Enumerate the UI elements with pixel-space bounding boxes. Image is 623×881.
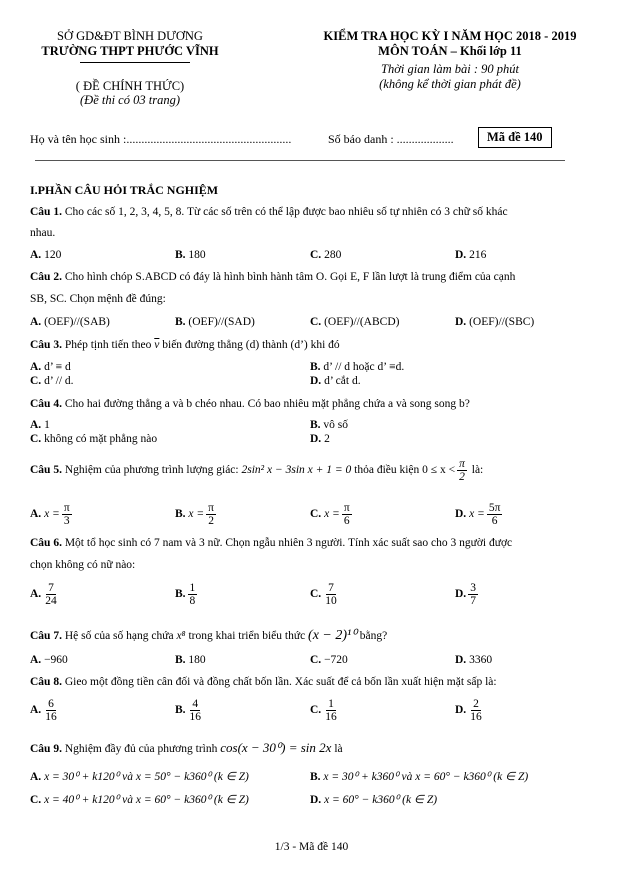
school-name: TRƯỜNG THPT PHƯỚC VĨNH <box>41 44 219 58</box>
cos-equation: cos(x − 30⁰) = sin 2x <box>220 740 332 755</box>
q9-option-a[interactable]: A. x = 30⁰ + k120⁰ và x = 50° − k360⁰ (k ∈ Z) <box>30 771 249 783</box>
q7-option-d[interactable]: D. 3360 <box>455 654 493 666</box>
q4-option-b[interactable]: B. vô số <box>310 419 349 431</box>
q3-option-d[interactable]: D. d’ cắt d. <box>310 375 361 387</box>
question-2: Câu 2. Cho hình chóp S.ABCD có đáy là hình bình hành tâm O. Gọi E, F lần lượt là trung điểm của cạnh <box>30 271 516 283</box>
question-6: Câu 6. Một tổ học sinh có 7 nam và 3 nữ. Chọn ngẫu nhiên 3 người. Tính xác suất sao cho 3 người được <box>30 537 513 549</box>
q9-option-b[interactable]: B. x = 30⁰ + k360⁰ và x = 60° − k360⁰ (k ∈ Z) <box>310 771 529 783</box>
q7-option-c[interactable]: C. −720 <box>310 654 348 666</box>
subject: MÔN TOÁN – Khối lớp 11 <box>378 44 522 58</box>
student-id-field: Số báo danh : ................... <box>328 132 454 146</box>
pages-note: (Đề thi có 03 trang) <box>80 93 180 107</box>
q6-option-d[interactable]: D. $\frac{3}{7}$ <box>455 582 476 608</box>
q7-option-b[interactable]: B. 180 <box>175 654 206 666</box>
question-6-cont: chọn không có nữ nào: <box>30 559 136 571</box>
q3-option-b[interactable]: B. d’ // d hoặc d’ ≡d. <box>310 361 405 373</box>
q1-option-b[interactable]: B. 180 <box>175 249 206 261</box>
dept-name: SỞ GD&ĐT BÌNH DƯƠNG <box>57 29 203 43</box>
q9-option-c[interactable]: C. x = 40⁰ + k120⁰ và x = 60° − k360⁰ (k ∈ Z) <box>30 794 249 806</box>
q5-option-a[interactable]: A. x = $\frac{\pi}{3}$ <box>30 502 70 528</box>
q9-option-d[interactable]: D. x = 60° − k360⁰ (k ∈ Z) <box>310 794 438 806</box>
q1-option-c[interactable]: C. 280 <box>310 249 342 261</box>
q2-option-c[interactable]: C. (OEF)//(ABCD) <box>310 316 400 328</box>
q8-option-d[interactable]: D. $\frac{2}{16}$ <box>455 698 482 724</box>
exam-code-box: Mã đề 140 <box>478 127 552 148</box>
official-label: ( ĐỀ CHÍNH THỨC) <box>75 79 185 93</box>
question-3: Câu 3. Phép tịnh tiến theo $\overline{v}$ biến đường thẳng (d) thành (d’) khi đó <box>30 339 340 351</box>
q4-option-c[interactable]: C. không có mặt phẳng nào <box>30 433 158 445</box>
question-8: Câu 8. Gieo một đồng tiền cân đối và đồng chất bốn lần. Xác suất để cả bốn lần xuất hiện mặt sấp là: <box>30 676 497 688</box>
q6-option-b[interactable]: B. $\frac{1}{8}$ <box>175 582 196 608</box>
q4-option-d[interactable]: D. 2 <box>310 433 330 445</box>
q3-option-c[interactable]: C. d’ // d. <box>30 375 74 387</box>
school-underline <box>80 62 190 63</box>
header-divider <box>35 160 565 161</box>
exam-title: KIỂM TRA HỌC KỲ I NĂM HỌC 2018 - 2019 <box>323 29 577 43</box>
question-7: Câu 7. Hệ số của số hạng chứa x⁸ trong khai triển biểu thức (x − 2)¹⁰ bằng? <box>30 628 388 643</box>
q2-option-d[interactable]: D. (OEF)//(SBC) <box>455 316 535 328</box>
q3-option-a[interactable]: A. d’ ≡ d <box>30 361 71 373</box>
q2-option-b[interactable]: B. (OEF)//(SAD) <box>175 316 255 328</box>
q1-option-a[interactable]: A. 120 <box>30 249 62 261</box>
question-5: Câu 5. Nghiệm của phương trình lượng giác: 2sin² x − 3sin x + 1 = 0 thỏa điều kiện 0 ≤ x < $\frac{\pi}{2}$ là: <box>30 458 484 484</box>
q2-option-a[interactable]: A. (OEF)//(SAB) <box>30 316 110 328</box>
question-2-cont: SB, SC. Chọn mệnh đề đúng: <box>30 293 166 305</box>
page-footer: 1/3 - Mã đề 140 <box>274 841 349 853</box>
question-1-cont: nhau. <box>30 227 56 239</box>
q5-option-b[interactable]: B. x = $\frac{\pi}{2}$ <box>175 502 214 528</box>
q8-option-b[interactable]: B. $\frac{4}{16}$ <box>175 698 202 724</box>
section-title: I.PHẦN CÂU HỎI TRẮC NGHIỆM <box>30 183 219 197</box>
vector-v: $\overline{v}$ <box>154 339 160 351</box>
q8-option-c[interactable]: C. $\frac{1}{16}$ <box>310 698 337 724</box>
time-limit: Thời gian làm bài : 90 phút <box>381 62 519 76</box>
q8-option-a[interactable]: A. $\frac{6}{16}$ <box>30 698 57 724</box>
q5-option-d[interactable]: D. x = $\frac{5\pi}{6}$ <box>455 502 501 528</box>
question-1: Câu 1. Cho các số 1, 2, 3, 4, 5, 8. Từ các số trên có thể lập được bao nhiêu số tự nhiên có 3 chữ số khác <box>30 206 508 218</box>
student-name-field: Họ và tên học sinh :....................................................... <box>30 132 292 146</box>
q5-option-c[interactable]: C. x = $\frac{\pi}{6}$ <box>310 502 350 528</box>
question-9: Câu 9. Nghiệm đầy đủ của phương trình cos(x − 30⁰) = sin 2x là <box>30 740 343 755</box>
trig-equation: 2sin² x − 3sin x + 1 = 0 <box>241 464 352 477</box>
q6-option-c[interactable]: C. $\frac{7}{10}$ <box>310 582 337 608</box>
q6-option-a[interactable]: A. $\frac{7}{24}$ <box>30 582 57 608</box>
q4-option-a[interactable]: A. 1 <box>30 419 50 431</box>
time-note: (không kể thời gian phát đề) <box>379 77 521 91</box>
q7-option-a[interactable]: A. −960 <box>30 654 68 666</box>
q1-option-d[interactable]: D. 216 <box>455 249 487 261</box>
binomial-expression: (x − 2)¹⁰ <box>308 628 357 643</box>
question-4: Câu 4. Cho hai đường thẳng a và b chéo nhau. Có bao nhiêu mặt phẳng chứa a và song song b? <box>30 398 470 410</box>
